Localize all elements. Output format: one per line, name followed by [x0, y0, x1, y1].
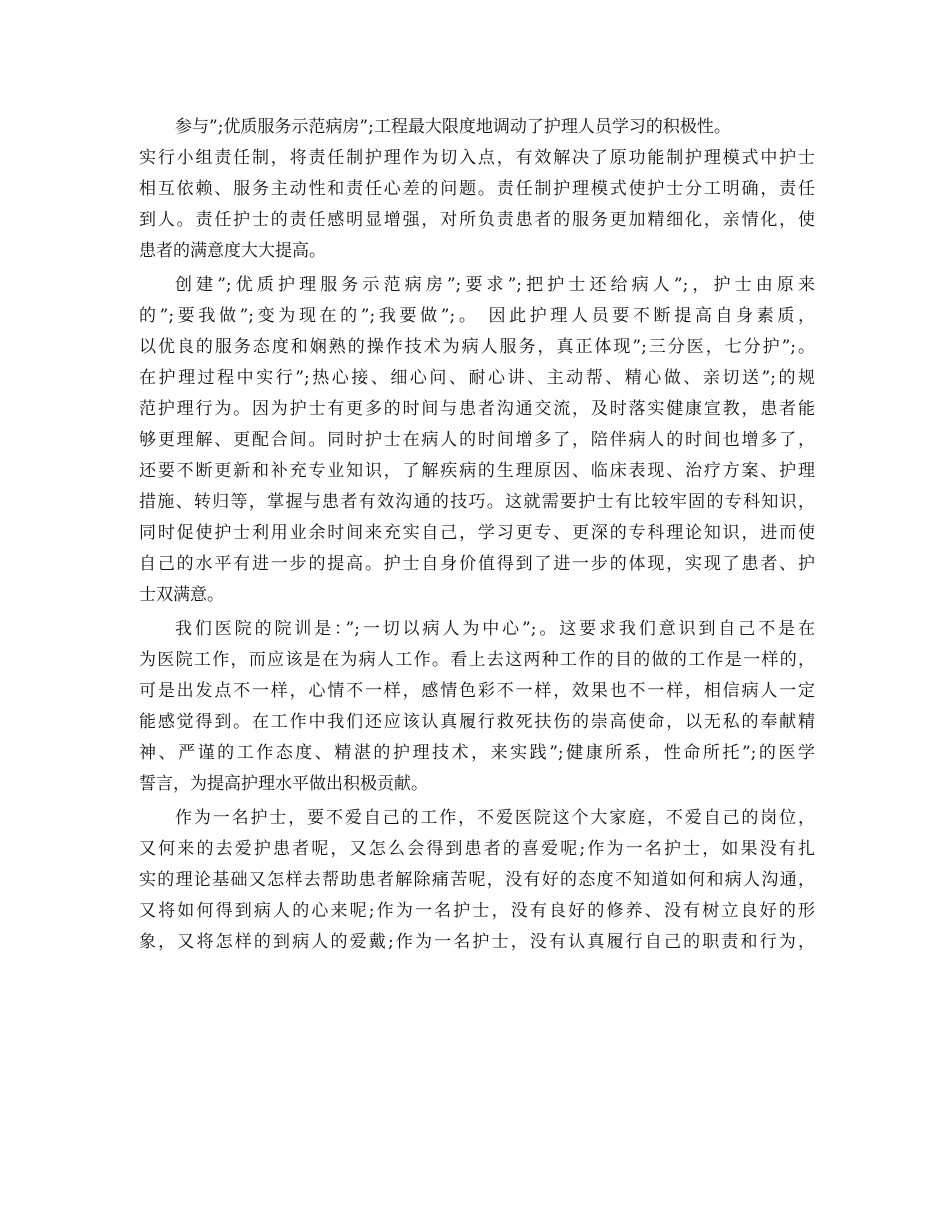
text-line: 士双满意。 [139, 585, 224, 605]
text-line: 实的理论基础又怎样去帮助患者解除痛苦呢，没有好的态度不知道如何和病人沟通， [139, 870, 815, 890]
text-line: 神、严谨的工作态度、精湛的护理技术，来实践”;健康所系，性命所托”;的医学 [139, 743, 815, 763]
paragraph-4 [139, 803, 815, 958]
text-line: 在护理过程中实行”;热心接、细心问、耐心讲、主动帮、精心做、亲切送”;的规 [139, 368, 815, 388]
text-line: 还要不断更新和补充专业知识，了解疾病的生理原因、临床表现、治疗方案、护理 [139, 461, 815, 481]
text-line: 够更理解、更配合间。同时护士在病人的时间增多了，陪伴病人的时间也增多了， [139, 430, 815, 450]
text-line: 象，又将怎样的到病人的爱戴;作为一名护士，没有认真履行自己的职责和行为， [139, 932, 815, 952]
text-line: 又何来的去爱护患者呢，又怎么会得到患者的喜爱呢;作为一名护士，如果没有扎 [139, 839, 815, 859]
text-line: 自己的水平有进一步的提高。护士自身价值得到了进一步的体现，实现了患者、护 [139, 554, 815, 574]
text-line: 誓言，为提高护理水平做出积极贡献。 [139, 774, 428, 794]
paragraph-2 [139, 270, 815, 611]
text-line: 作为一名护士，要不爱自己的工作，不爱医院这个大家庭，不爱自己的岗位， [175, 808, 815, 828]
text-line: 参与”;优质服务示范病房”;工程最大限度地调动了护理人员学习的积极性。 [175, 117, 731, 137]
text-line: 我们医院的院训是：”;一切以病人为中心”;。这要求我们意识到自己不是在 [175, 619, 815, 639]
text-line: 同时促使护士利用业余时间来充实自己，学习更专、更深的专科理论知识，进而使 [139, 523, 815, 543]
text-line: 创建”;优质护理服务示范病房”;要求”;把护士还给病人”;，护士由原来 [175, 275, 815, 295]
text-line: 范护理行为。因为护士有更多的时间与患者沟通交流，及时落实健康宣教，患者能 [139, 399, 815, 419]
paragraph-3 [139, 614, 815, 800]
text-line: 为医院工作，而应该是在为病人工作。看上去这两种工作的目的做的工作是一样的， [139, 650, 815, 670]
document-body [139, 112, 815, 961]
text-line: 到人。责任护士的责任感明显增强，对所负责患者的服务更加精细化，亲情化，使 [139, 210, 815, 230]
text-line: 实行小组责任制，将责任制护理作为切入点，有效解决了原功能制护理模式中护士 [139, 148, 815, 168]
text-line: 又将如何得到病人的心来呢;作为一名护士，没有良好的修养、没有树立良好的形 [139, 901, 815, 921]
text-line: 可是出发点不一样，心情不一样，感情色彩不一样，效果也不一样，相信病人一定 [139, 681, 815, 701]
text-line: 以优良的服务态度和娴熟的操作技术为病人服务，真正体现”;三分医，七分护”;。 [139, 337, 815, 357]
text-line: 措施、转归等，掌握与患者有效沟通的技巧。这就需要护士有比较牢固的专科知识， [139, 492, 815, 512]
text-line: 能感觉得到。在工作中我们还应该认真履行救死扶伤的崇高使命，以无私的奉献精 [139, 712, 815, 732]
paragraph-1 [139, 112, 815, 267]
text-line: 的”;要我做”;变为现在的”;我要做”;。 因此护理人员要不断提高自身素质， [139, 306, 815, 326]
text-line: 患者的满意度大大提高。 [139, 241, 326, 261]
text-line: 相互依赖、服务主动性和责任心差的问题。责任制护理模式使护士分工明确，责任 [139, 179, 815, 199]
